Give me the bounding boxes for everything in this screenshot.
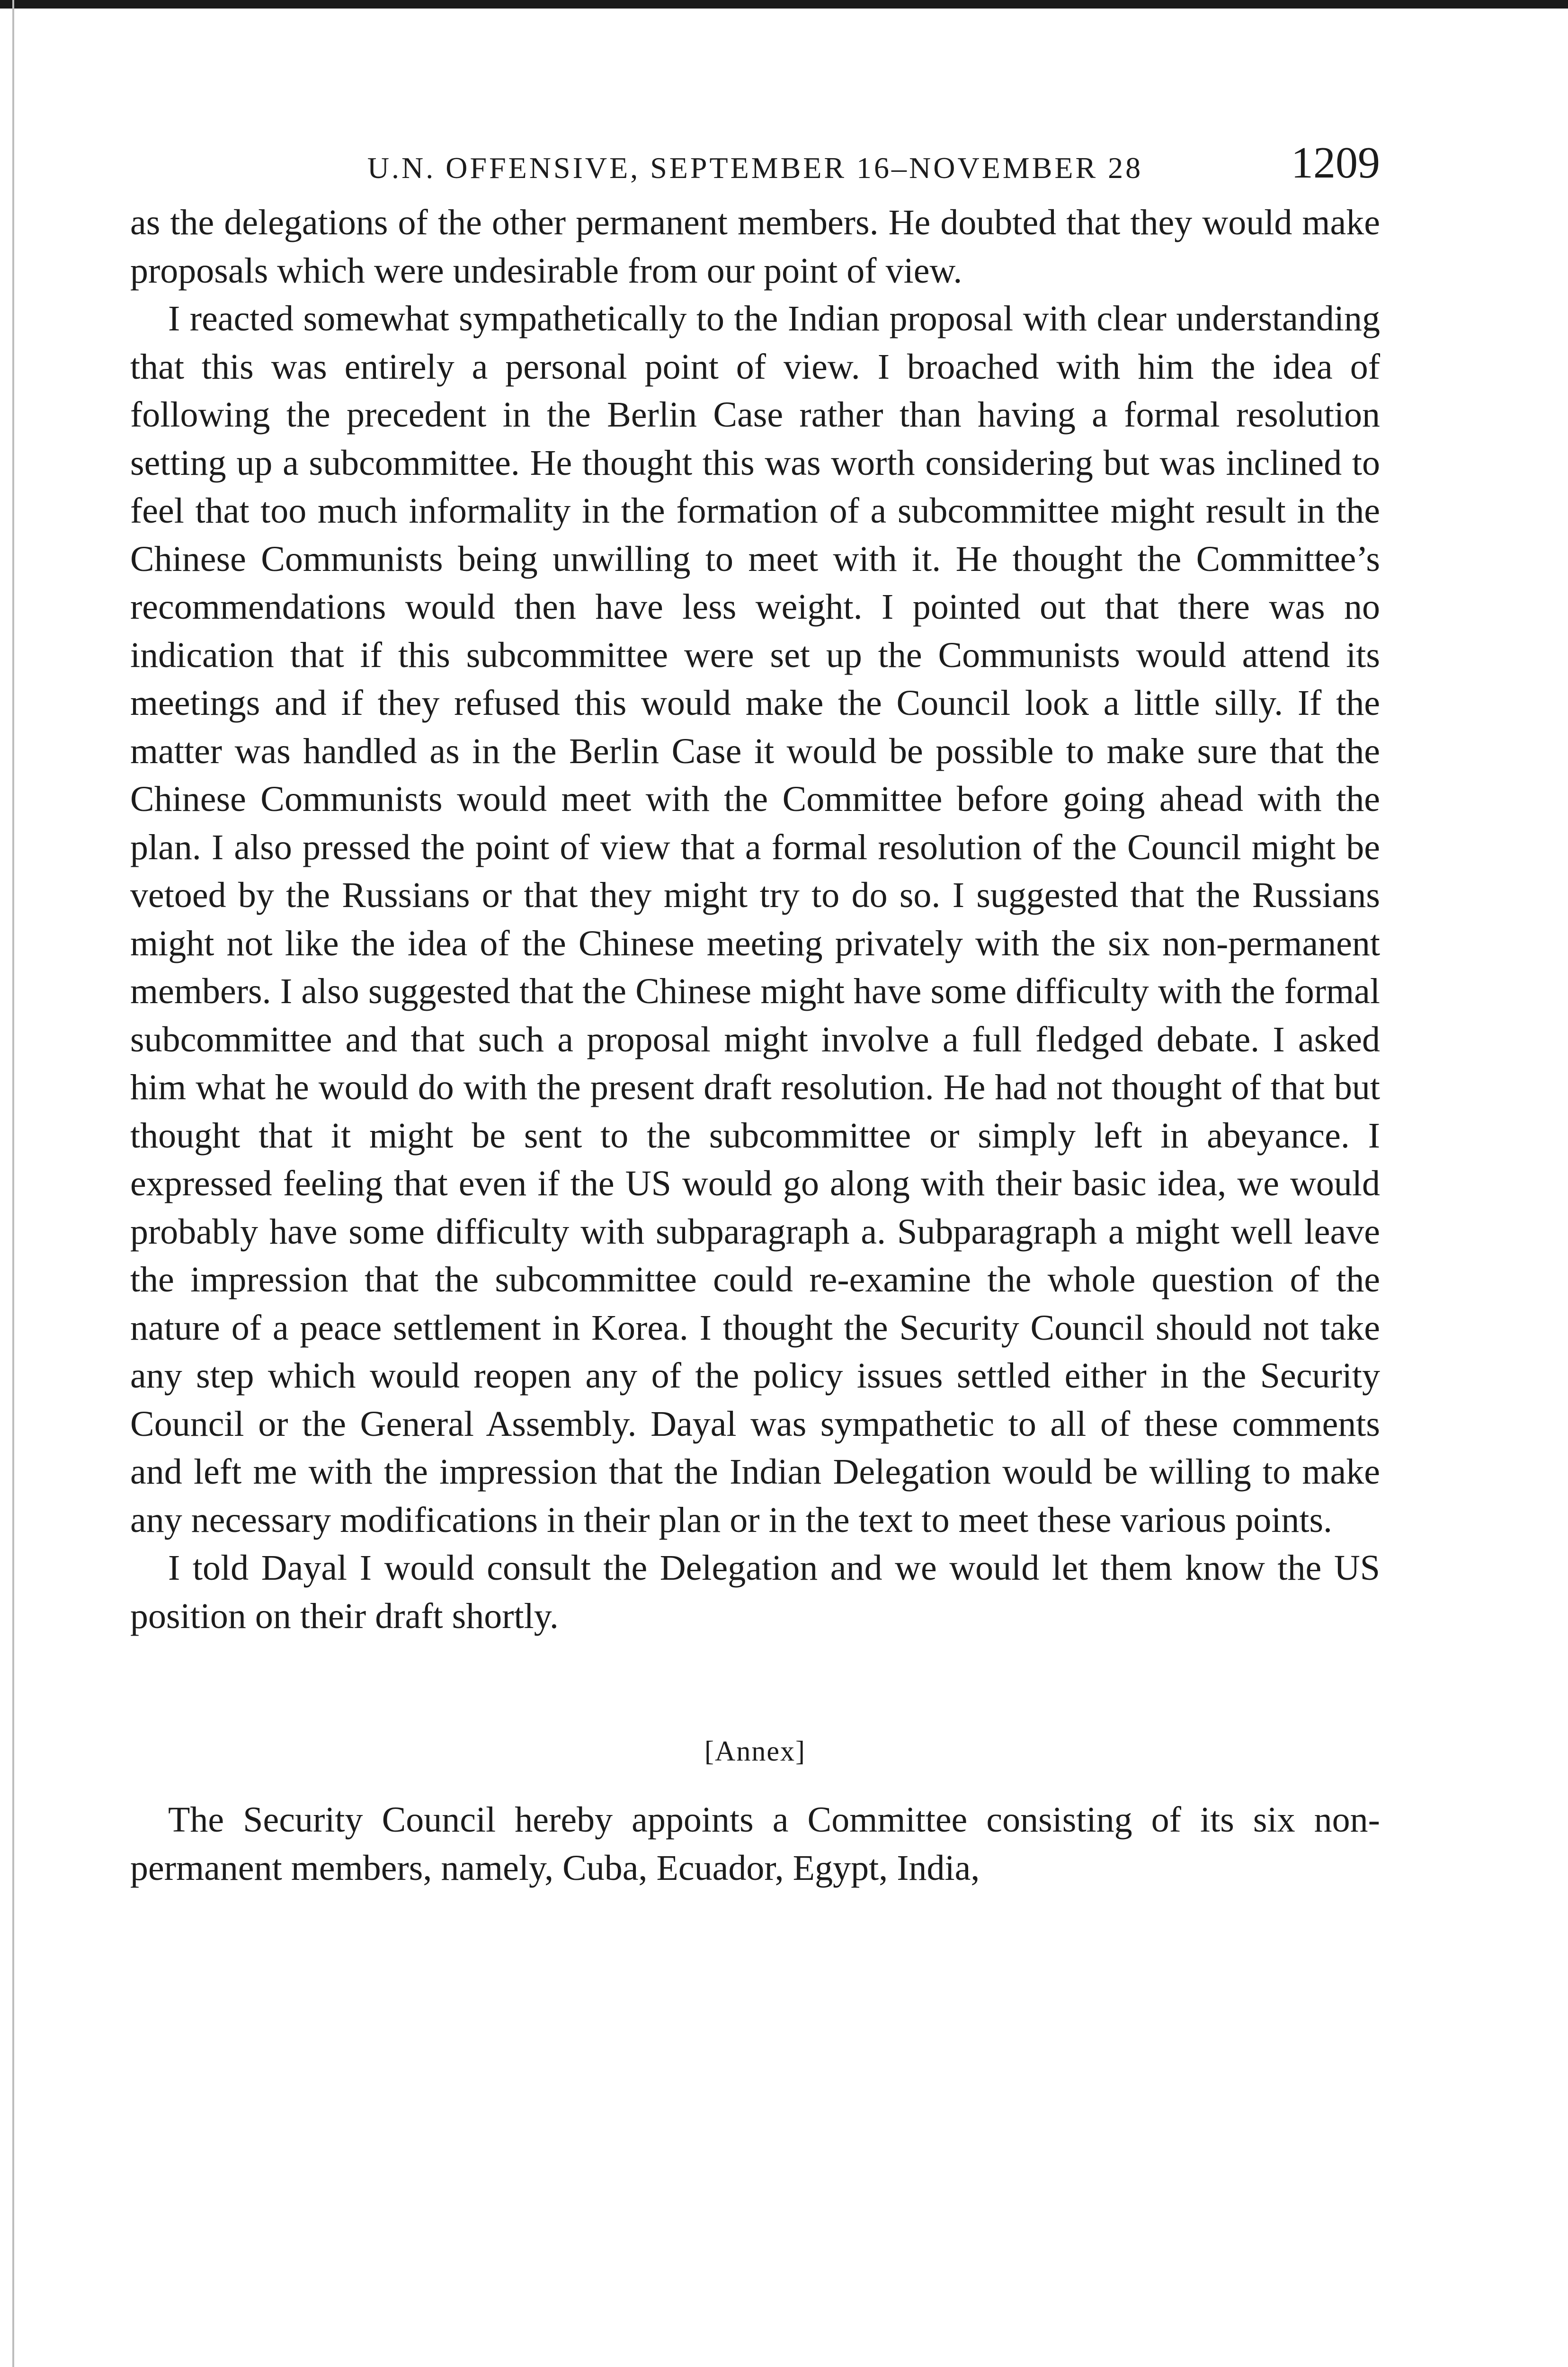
page-top-edge	[0, 0, 1568, 9]
body-text	[130, 199, 1380, 1640]
paragraph-indian-proposal: I reacted somewhat sympathetically to the Indian proposal with clear understanding that this was entirely a personal point of view. I broached with him the idea of following the precedent in the Berlin Case rather than having a formal resolution setting up a subcommittee. He thought this was worth considering but was inclined to feel that too much informality in the formation of a subcommittee might result in the Chinese Communists being unwilling to meet with it. He thought the Committee’s recommendations would then have less weight. I pointed out that there was no indication that if this subcommittee were set up the Communists would attend its meetings and if they refused this would make the Council look a little silly. If the matter was handled as in the Berlin Case it would be possible to make sure that the Chinese Communists would meet with the Committee before going ahead with the plan. I also pressed the point of view that a formal resolution of the Council might be vetoed by the Russians or that they might try to do so. I suggested that the Russians might not like the idea of the Chinese meeting privately with the six non-permanent members. I also suggested that the Chinese might have some difficulty with the formal subcommittee and that such a proposal might involve a full fledged debate. I asked him what he would do with the present draft resolution. He had not thought of that but thought that it might be sent to the subcommittee or simply left in abeyance. I expressed feeling that even if the US would go along with their basic idea, we would probably have some difficulty with subparagraph a. Subparagraph a might well leave the impression that the subcommittee could re-examine the whole question of the nature of a peace settlement in Korea. I thought the Security Council should not take any step which would reopen any of the policy issues settled either in the Security Council or the General Assembly. Dayal was sympathetic to all of these comments and left me with the impression that the Indian Delegation would be willing to make any necessary modifications in their plan or in the text to meet these various points.	[130, 299, 1380, 1540]
annex-paragraph: The Security Council hereby appoints a Committee consisting of its six non-permanent members, namely, Cuba, Ecuador, Egypt, India,	[130, 1800, 1380, 1888]
running-header	[130, 137, 1380, 199]
running-title: U.N. OFFENSIVE, SEPTEMBER 16–NOVEMBER 28	[367, 151, 1143, 185]
document-page	[130, 137, 1380, 1892]
page-left-edge	[12, 0, 14, 2367]
annex-body	[130, 1796, 1380, 1892]
page-number: 1209	[1291, 138, 1380, 187]
paragraph-consult-delegation: I told Dayal I would consult the Delegation and we would let them know the US position on their draft shortly.	[130, 1548, 1380, 1636]
annex-heading: [Annex]	[704, 1735, 806, 1767]
paragraph-continued: as the delegations of the other permanent members. He doubted that they would make proposals which were undesirable from our point of view.	[130, 203, 1380, 291]
